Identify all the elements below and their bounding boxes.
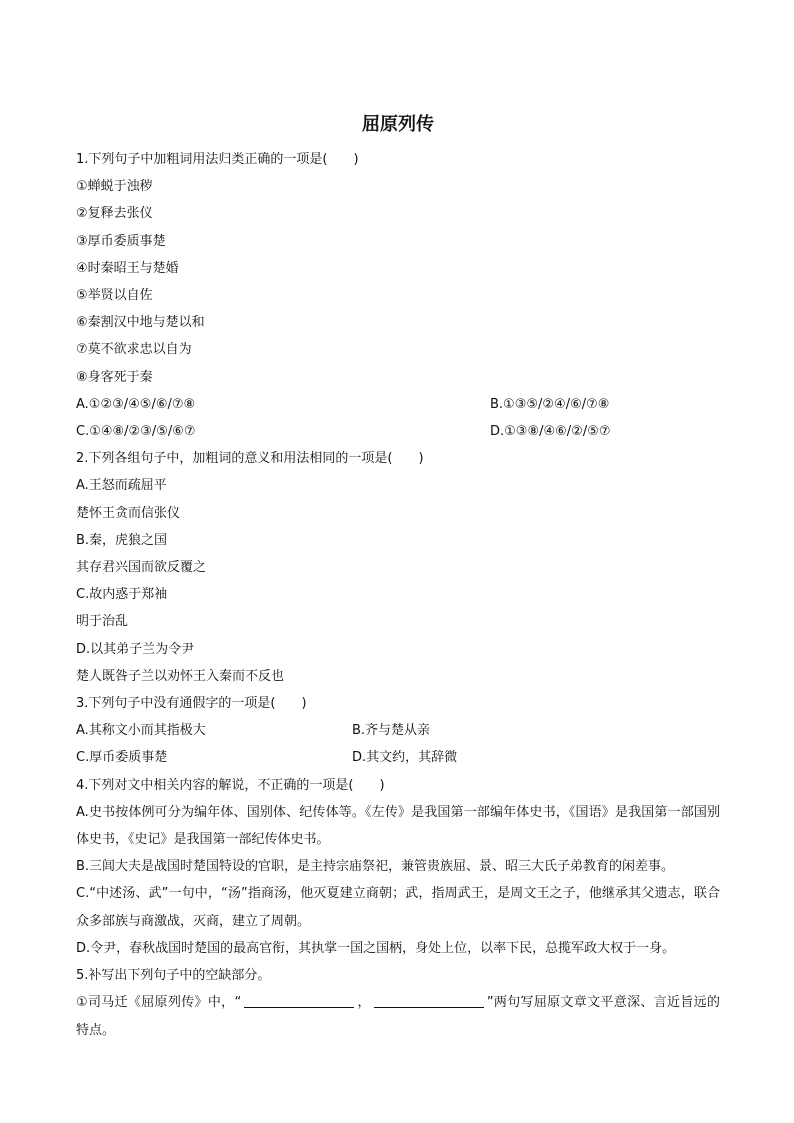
q2-line: 楚人既咎子兰以劝怀王入秦而不反也	[76, 668, 285, 684]
q5-text-start: ①司马迁《屈原列传》中，“	[76, 995, 242, 1011]
q2-line: 楚怀王贪而信张仪	[76, 505, 181, 521]
q1-item: ②复释去张仪	[76, 206, 153, 222]
q3-option-c: C.厚币委质事楚	[76, 750, 168, 766]
q1-option-a: A.①②③/④⑤/⑥/⑦⑧	[76, 396, 196, 412]
q5-comma: ，	[357, 995, 371, 1011]
q4-option-c: C.“中述汤、武”一句中，“汤”指商汤，他灭夏建立商朝；武，指周武王，是周文王之子，他继承其父遗志，联合众多部族与商激战，灭商，建立了周朝。	[76, 886, 720, 929]
q3-option-a: A.其称文小而其指极大	[76, 723, 206, 739]
q2-line: 明于治乱	[76, 614, 129, 630]
q1-options-row	[76, 418, 720, 445]
document-page	[76, 112, 720, 1044]
answer-blank-1[interactable]	[244, 993, 354, 1008]
q3-option-d: D.其文约，其辞微	[352, 750, 458, 766]
q1-stem: 1.下列句子中加粗词用法归类正确的一项是( )	[76, 152, 359, 167]
q1-item: ⑤举贤以自佐	[76, 288, 153, 304]
page-title: 屈原列传	[362, 114, 434, 135]
q1-options-row	[76, 391, 720, 418]
q1-item: ⑦莫不欲求忠以自为	[76, 342, 192, 358]
q2-line: C.故内惑于郑袖	[76, 587, 168, 603]
q1-option-c: C.①④⑧/②③/⑤/⑥⑦	[76, 424, 196, 440]
q3-options-row	[76, 717, 720, 744]
q1-option-b: B.①③⑤/②④/⑥/⑦⑧	[490, 396, 610, 412]
q4-option-d: D.令尹，春秋战国时楚国的最高官衔，其执掌一国之国柄，身处上位，以率下民，总揽军政大权于一身。	[76, 940, 676, 956]
q1-item: ①蝉蜕于浊秽	[76, 179, 153, 195]
q5-text-end: ”两句写屈原文章文平意深、言近旨远的特点。	[76, 995, 720, 1038]
q4-stem: 4.下列对文中相关内容的解说，不正确的一项是( )	[76, 777, 385, 793]
q3-option-b: B.齐与楚从亲	[352, 723, 431, 739]
q4-option-b: B.三闾大夫是战国时楚国特设的官职，是主持宗庙祭祀，兼管贵族屈、景、昭三大氏子弟教育的闲差事。	[76, 859, 675, 875]
q4-option-a: A.史书按体例可分为编年体、国别体、纪传体等。《左传》是我国第一部编年体史书，《国语》是我国第一部国别体史书，《史记》是我国第一部纪传体史书。	[76, 804, 720, 848]
q1-item: ⑧身客死于秦	[76, 369, 153, 385]
q2-line: B.秦，虎狼之国	[76, 532, 168, 548]
q2-line: A.王怒而疏屈平	[76, 478, 167, 494]
answer-blank-2[interactable]	[374, 993, 484, 1008]
q2-line: 其存君兴国而欲反覆之	[76, 560, 207, 576]
q3-options-row	[76, 744, 720, 771]
q1-option-d: D.①③⑧/④⑥/②/⑤⑦	[490, 424, 611, 440]
q2-stem: 2.下列各组句子中，加粗词的意义和用法相同的一项是( )	[76, 451, 424, 467]
q3-stem: 3.下列句子中没有通假字的一项是( )	[76, 696, 307, 712]
q1-item: ⑥秦割汉中地与楚以和	[76, 315, 205, 331]
q1-item: ③厚币委质事楚	[76, 233, 166, 249]
q5-stem: 5.补写出下列句子中的空缺部分。	[76, 968, 271, 984]
q1-item: ④时秦昭王与楚婚	[76, 260, 179, 276]
q2-line: D.以其弟子兰为令尹	[76, 641, 195, 657]
q5-fill-sentence	[76, 989, 720, 1043]
